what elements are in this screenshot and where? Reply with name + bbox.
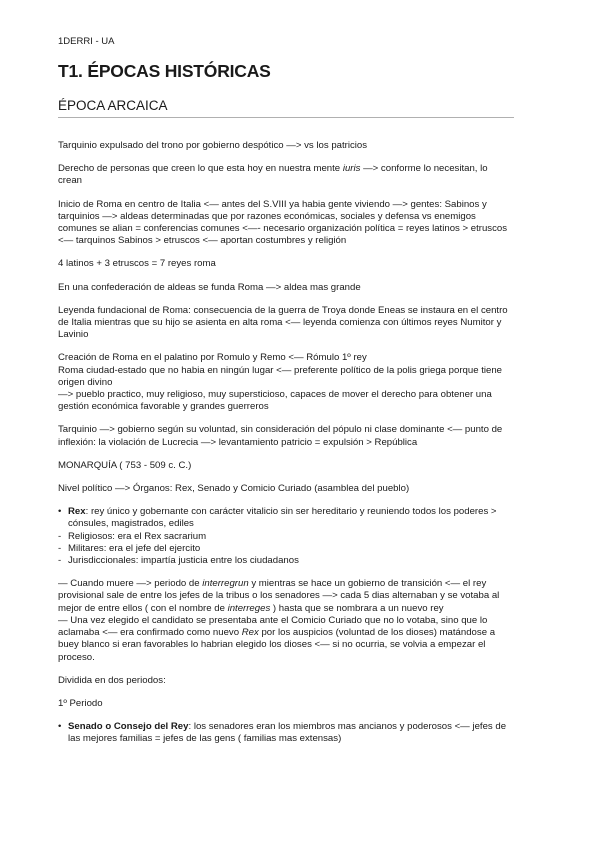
rex-powers-list <box>58 506 514 567</box>
document-body <box>58 140 514 746</box>
paragraph: —> pueblo practico, muy religioso, muy supersticioso, capaces de mover el derecho para obtener una gestión económica favorable y grandes guerreros <box>58 389 492 413</box>
list-item: - Jurisdiccionales: impartía justicia entre los ciudadanos <box>58 555 299 567</box>
paragraph: 1º Periodo <box>58 697 103 709</box>
paragraph: Inicio de Roma en centro de Italia <— antes del S.VIII ya habia gente viviendo —> gentes: Sabinos y tarquinios —> aldeas determinadas que por razones económicas, sociales y defensa vs enemigos comunes se alian = conferencias comunes <—- necesario organización política = reyes latinos > etruscos <— tarquinos Sabinos > etruscos <— aportan costumbres y religión <box>58 198 508 247</box>
paragraph: — Una vez elegido el candidato se presentaba ante el Comicio Curiado que no lo votaba, sino que lo aclamaba <— era confirmado como nuevo Rex por los auspicios (voluntad de los dioses) matándose a buey blanco si eran favorables lo habrian elegido los dioses <— si no ocurria, se volvia a empezar el proceso. <box>58 614 496 663</box>
paragraph: En una confederación de aldeas se funda Roma —> aldea mas grande <box>58 281 361 293</box>
paragraph: — Cuando muere —> periodo de interregrun y mientras se hace un gobierno de transición <— el rey provisional sale de entre los jefes de la tribus o los senadores —> cada 5 dias alternaban y se votaba al mejor de entre ellos ( con el nombre de interreges ) hasta que se nombrara a un nuevo rey <box>58 578 500 614</box>
paragraph: Derecho de personas que creen lo que esta hoy en nuestra mente iuris —> conforme lo necesitan, lo crean <box>58 163 488 187</box>
paragraph: Nivel político —> Órganos: Rex, Senado y Comicio Curiado (asamblea del pueblo) <box>58 483 410 495</box>
bullet-marker: • <box>58 721 62 733</box>
paragraph: Creación de Roma en el palatino por Romulo y Remo <— Rómulo 1º rey <box>58 352 367 364</box>
document-header: 1DERRI - UA <box>58 36 115 47</box>
subsection-heading: MONARQUÍA ( 753 - 509 c. C.) <box>58 459 192 471</box>
list-item: • Rex: rey único y gobernante con carácter vitalicio sin ser hereditario y reuniendo todos los poderes > cónsules, magistrados, ediles <box>58 506 497 530</box>
senate-list <box>58 721 514 745</box>
paragraph: Tarquinio expulsado del trono por gobierno despótico —> vs los patricios <box>58 140 368 151</box>
list-item: - Militares: era el jefe del ejercito <box>58 542 201 554</box>
paragraph: Leyenda fundacional de Roma: consecuencia de la guerra de Troya donde Eneas se instaura en el centro de Italia mientras que su hijo se asienta en alta roma <— leyenda comienza con últimos reyes Numitor y Lavinio <box>58 304 508 341</box>
section-heading: ÉPOCA ARCAICA <box>58 98 514 118</box>
document-page <box>58 36 514 757</box>
document-title: T1. ÉPOCAS HISTÓRICAS <box>58 61 271 81</box>
bullet-marker: • <box>58 506 62 518</box>
paragraph: Dividida en dos periodos: <box>58 674 166 686</box>
dash-marker: - <box>58 530 62 542</box>
list-item: • Senado o Consejo del Rey: los senadores eran los miembros mas ancianos y poderosos <— jefes de las mejores familias = jefes de las gens ( familias mas extensas) <box>58 721 507 745</box>
paragraph: 4 latinos + 3 etruscos = 7 reyes roma <box>58 258 216 270</box>
dash-marker: - <box>58 542 62 554</box>
list-item: - Religiosos: era el Rex sacrarium <box>58 530 207 542</box>
dash-marker: - <box>58 555 62 567</box>
paragraph: Tarquinio —> gobierno según su voluntad, sin consideración del pópulo ni clase dominante <— punto de inflexión: la violación de Lucrecia —> levantamiento patricio = expulsión > República <box>58 424 503 448</box>
paragraph: Roma ciudad-estado que no habia en ningún lugar <— preferente político de la polis griega porque tiene origen divino <box>58 364 503 388</box>
